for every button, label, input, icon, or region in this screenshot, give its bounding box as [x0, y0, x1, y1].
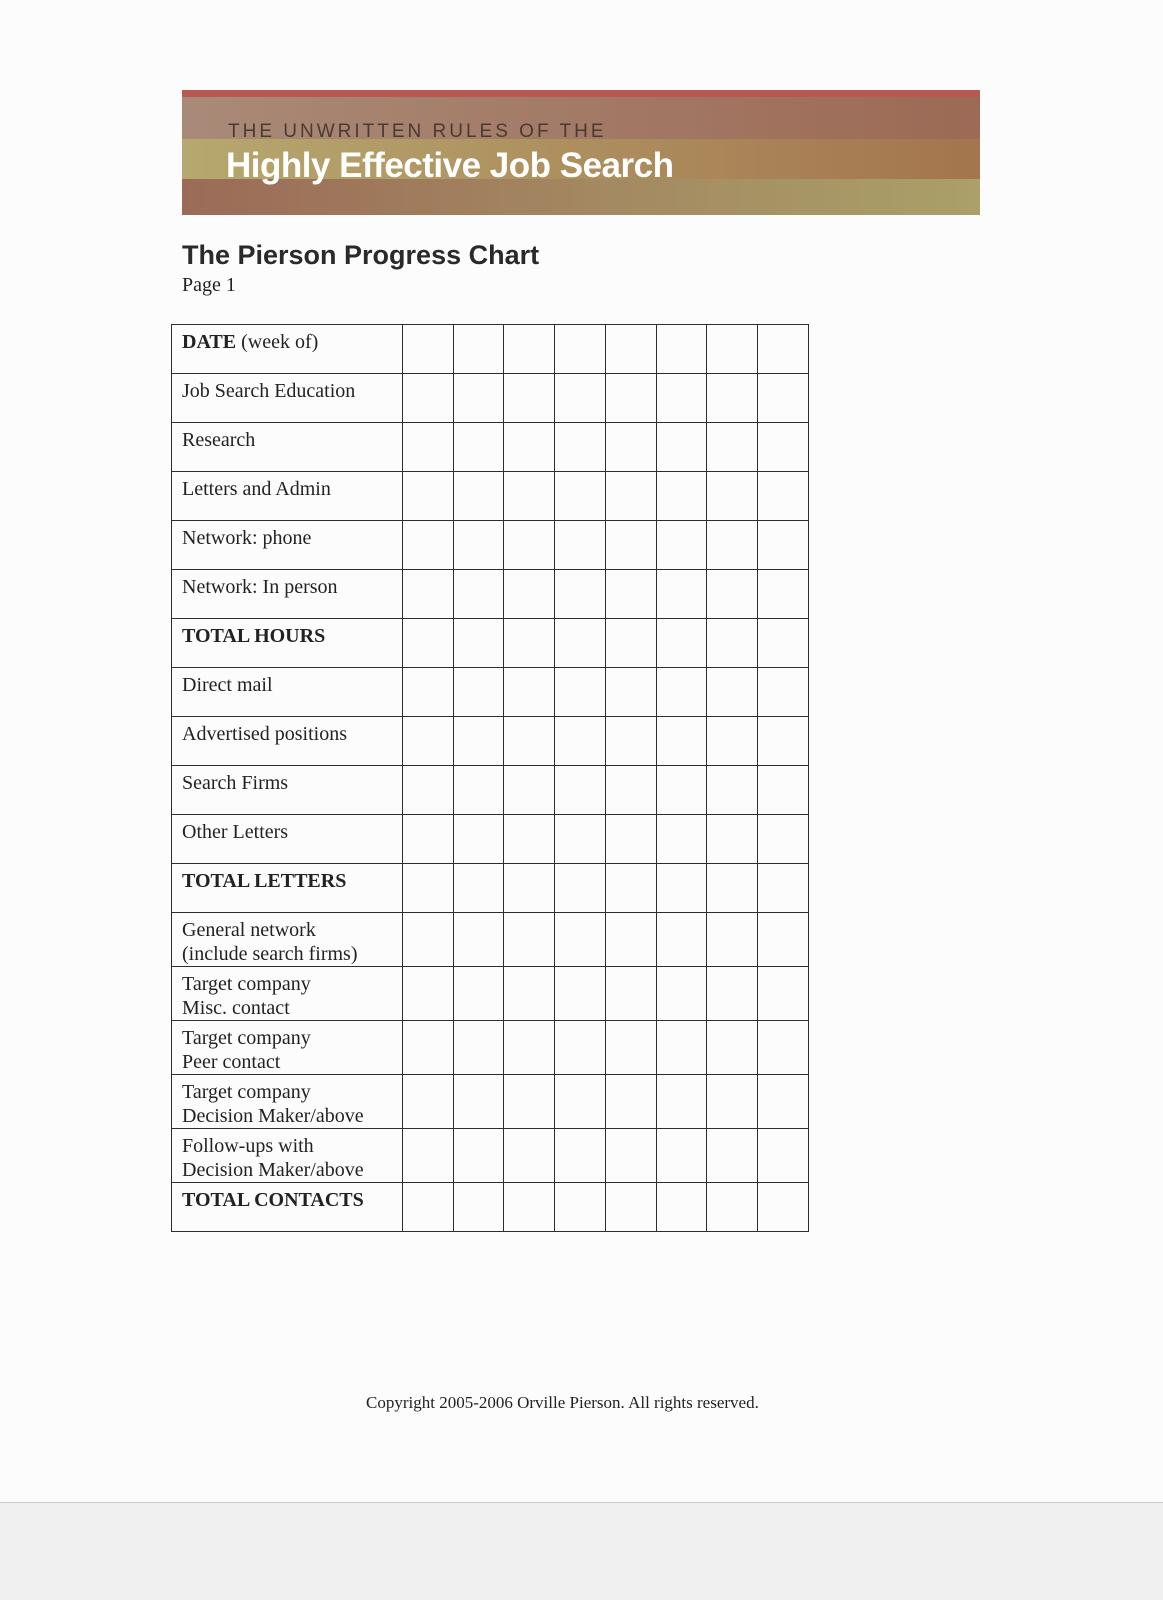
table-row	[172, 967, 809, 1021]
entry-cell[interactable]	[555, 325, 606, 374]
entry-cell[interactable]	[504, 1129, 555, 1183]
entry-cell[interactable]	[453, 864, 504, 913]
entry-cell[interactable]	[605, 325, 656, 374]
row-label	[172, 717, 403, 766]
entry-cell[interactable]	[453, 717, 504, 766]
entry-cell[interactable]	[453, 570, 504, 619]
entry-cell[interactable]	[402, 325, 453, 374]
entry-cell[interactable]	[605, 521, 656, 570]
row-label	[172, 423, 403, 472]
row-label	[172, 668, 403, 717]
entry-cell[interactable]	[656, 521, 707, 570]
entry-cell[interactable]	[707, 521, 758, 570]
entry-cell[interactable]	[605, 766, 656, 815]
entry-cell[interactable]	[453, 668, 504, 717]
table-row	[172, 570, 809, 619]
entry-cell[interactable]	[402, 619, 453, 668]
entry-cell[interactable]	[555, 967, 606, 1021]
entry-cell[interactable]	[758, 325, 809, 374]
row-label-line: TOTAL CONTACTS	[182, 1189, 364, 1211]
row-label-line: Peer contact	[182, 1051, 281, 1073]
row-label	[172, 967, 403, 1021]
entry-cell[interactable]	[402, 717, 453, 766]
banner-title: Highly Effective Job Search	[226, 146, 674, 185]
row-label-line: Target company	[182, 1081, 311, 1103]
entry-cell[interactable]	[453, 815, 504, 864]
entry-cell[interactable]	[758, 717, 809, 766]
entry-cell[interactable]	[707, 1021, 758, 1075]
progress-table-body	[172, 325, 809, 1232]
entry-cell[interactable]	[504, 967, 555, 1021]
table-row	[172, 717, 809, 766]
entry-cell[interactable]	[605, 472, 656, 521]
entry-cell[interactable]	[707, 766, 758, 815]
entry-cell[interactable]	[555, 766, 606, 815]
page-label: Page 1	[182, 274, 236, 296]
entry-cell[interactable]	[605, 1129, 656, 1183]
entry-cell[interactable]	[707, 325, 758, 374]
entry-cell[interactable]	[402, 570, 453, 619]
entry-cell[interactable]	[402, 864, 453, 913]
entry-cell[interactable]	[402, 766, 453, 815]
entry-cell[interactable]	[707, 619, 758, 668]
row-label	[172, 913, 403, 967]
entry-cell[interactable]	[504, 1075, 555, 1129]
entry-cell[interactable]	[656, 668, 707, 717]
entry-cell[interactable]	[402, 1021, 453, 1075]
entry-cell[interactable]	[605, 815, 656, 864]
entry-cell[interactable]	[758, 1021, 809, 1075]
row-label	[172, 1183, 403, 1232]
row-label-line: Job Search Education	[182, 380, 356, 402]
entry-cell[interactable]	[504, 766, 555, 815]
entry-cell[interactable]	[504, 472, 555, 521]
entry-cell[interactable]	[555, 668, 606, 717]
entry-cell[interactable]	[656, 717, 707, 766]
entry-cell[interactable]	[453, 1075, 504, 1129]
entry-cell[interactable]	[555, 1183, 606, 1232]
entry-cell[interactable]	[453, 521, 504, 570]
entry-cell[interactable]	[555, 423, 606, 472]
copyright-notice: Copyright 2005-2006 Orville Pierson. All rights reserved.	[366, 1393, 759, 1412]
entry-cell[interactable]	[504, 325, 555, 374]
entry-cell[interactable]	[758, 668, 809, 717]
entry-cell[interactable]	[758, 619, 809, 668]
entry-cell[interactable]	[453, 472, 504, 521]
entry-cell[interactable]	[555, 374, 606, 423]
entry-cell[interactable]	[402, 815, 453, 864]
row-label	[172, 864, 403, 913]
entry-cell[interactable]	[504, 374, 555, 423]
entry-cell[interactable]	[453, 967, 504, 1021]
entry-cell[interactable]	[555, 1021, 606, 1075]
entry-cell[interactable]	[656, 619, 707, 668]
banner-kicker: THE UNWRITTEN RULES OF THE	[228, 121, 607, 142]
entry-cell[interactable]	[758, 815, 809, 864]
entry-cell[interactable]	[402, 1183, 453, 1232]
table-row	[172, 913, 809, 967]
entry-cell[interactable]	[656, 967, 707, 1021]
entry-cell[interactable]	[656, 374, 707, 423]
row-label-line: Misc. contact	[182, 997, 290, 1019]
entry-cell[interactable]	[453, 325, 504, 374]
row-label	[172, 521, 403, 570]
entry-cell[interactable]	[555, 913, 606, 967]
row-label-line: Network: phone	[182, 527, 312, 549]
entry-cell[interactable]	[453, 423, 504, 472]
entry-cell[interactable]	[504, 864, 555, 913]
entry-cell[interactable]	[605, 717, 656, 766]
entry-cell[interactable]	[707, 1075, 758, 1129]
entry-cell[interactable]	[758, 766, 809, 815]
entry-cell[interactable]	[656, 325, 707, 374]
entry-cell[interactable]	[504, 1021, 555, 1075]
table-row	[172, 423, 809, 472]
row-label-line: Other Letters	[182, 821, 289, 843]
entry-cell[interactable]	[656, 766, 707, 815]
table-row	[172, 1129, 809, 1183]
row-label-line: DATE	[182, 331, 237, 353]
entry-cell[interactable]	[504, 717, 555, 766]
table-row	[172, 815, 809, 864]
entry-cell[interactable]	[656, 1129, 707, 1183]
entry-cell[interactable]	[453, 913, 504, 967]
entry-cell[interactable]	[707, 374, 758, 423]
row-label	[172, 1129, 403, 1183]
entry-cell[interactable]	[656, 913, 707, 967]
entry-cell[interactable]	[707, 1129, 758, 1183]
entry-cell[interactable]	[605, 668, 656, 717]
entry-cell[interactable]	[656, 1075, 707, 1129]
row-label-line: (include search firms)	[182, 943, 358, 965]
entry-cell[interactable]	[504, 1183, 555, 1232]
table-row	[172, 1021, 809, 1075]
banner-stripe	[182, 90, 980, 97]
entry-cell[interactable]	[707, 967, 758, 1021]
entry-cell[interactable]	[605, 1075, 656, 1129]
entry-cell[interactable]	[758, 1183, 809, 1232]
entry-cell[interactable]	[605, 967, 656, 1021]
table-row	[172, 374, 809, 423]
entry-cell[interactable]	[707, 570, 758, 619]
entry-cell[interactable]	[707, 913, 758, 967]
entry-cell[interactable]	[453, 1129, 504, 1183]
row-label	[172, 619, 403, 668]
entry-cell[interactable]	[555, 815, 606, 864]
entry-cell[interactable]	[758, 570, 809, 619]
entry-cell[interactable]	[555, 472, 606, 521]
entry-cell[interactable]	[555, 1075, 606, 1129]
table-row	[172, 1183, 809, 1232]
row-label	[172, 815, 403, 864]
entry-cell[interactable]	[707, 1183, 758, 1232]
entry-cell[interactable]	[453, 766, 504, 815]
entry-cell[interactable]	[555, 717, 606, 766]
row-label-line: Decision Maker/above	[182, 1105, 364, 1127]
entry-cell[interactable]	[504, 570, 555, 619]
entry-cell[interactable]	[402, 472, 453, 521]
scan-margin	[0, 1503, 1163, 1600]
entry-cell[interactable]	[605, 913, 656, 967]
entry-cell[interactable]	[758, 913, 809, 967]
entry-cell[interactable]	[656, 815, 707, 864]
progress-table	[171, 324, 809, 1232]
row-label	[172, 472, 403, 521]
row-label-line: Research	[182, 429, 256, 451]
table-row	[172, 325, 809, 374]
entry-cell[interactable]	[656, 423, 707, 472]
entry-cell[interactable]	[605, 423, 656, 472]
entry-cell[interactable]	[453, 374, 504, 423]
entry-cell[interactable]	[758, 1129, 809, 1183]
row-label-line: Target company	[182, 1027, 311, 1049]
entry-cell[interactable]	[605, 374, 656, 423]
entry-cell[interactable]	[504, 619, 555, 668]
row-label	[172, 325, 403, 374]
entry-cell[interactable]	[555, 1129, 606, 1183]
table-row	[172, 864, 809, 913]
entry-cell[interactable]	[656, 1183, 707, 1232]
entry-cell[interactable]	[605, 864, 656, 913]
entry-cell[interactable]	[605, 1021, 656, 1075]
row-label-line: General network	[182, 919, 316, 941]
entry-cell[interactable]	[758, 472, 809, 521]
entry-cell[interactable]	[758, 374, 809, 423]
entry-cell[interactable]	[504, 521, 555, 570]
entry-cell[interactable]	[656, 570, 707, 619]
entry-cell[interactable]	[656, 864, 707, 913]
row-label	[172, 1021, 403, 1075]
entry-cell[interactable]	[758, 423, 809, 472]
table-row	[172, 1075, 809, 1129]
entry-cell[interactable]	[605, 619, 656, 668]
row-label	[172, 374, 403, 423]
entry-cell[interactable]	[707, 864, 758, 913]
entry-cell[interactable]	[707, 815, 758, 864]
entry-cell[interactable]	[555, 864, 606, 913]
entry-cell[interactable]	[758, 521, 809, 570]
entry-cell[interactable]	[605, 1183, 656, 1232]
entry-cell[interactable]	[555, 570, 606, 619]
row-label-line: TOTAL HOURS	[182, 625, 326, 647]
entry-cell[interactable]	[504, 668, 555, 717]
row-label-line: Target company	[182, 973, 311, 995]
entry-cell[interactable]	[504, 913, 555, 967]
row-label-line: Letters and Admin	[182, 478, 331, 500]
row-label-line: Decision Maker/above	[182, 1159, 364, 1181]
entry-cell[interactable]	[758, 1075, 809, 1129]
entry-cell[interactable]	[555, 521, 606, 570]
entry-cell[interactable]	[402, 1075, 453, 1129]
row-label	[172, 570, 403, 619]
row-label	[172, 1075, 403, 1129]
table-row	[172, 521, 809, 570]
entry-cell[interactable]	[402, 374, 453, 423]
entry-cell[interactable]	[656, 1021, 707, 1075]
entry-cell[interactable]	[555, 619, 606, 668]
entry-cell[interactable]	[453, 1183, 504, 1232]
row-label-line: Network: In person	[182, 576, 338, 598]
entry-cell[interactable]	[707, 423, 758, 472]
table-row	[172, 472, 809, 521]
entry-cell[interactable]	[402, 521, 453, 570]
chart-title: The Pierson Progress Chart	[182, 240, 540, 270]
entry-cell[interactable]	[402, 1129, 453, 1183]
table-row	[172, 766, 809, 815]
entry-cell[interactable]	[402, 423, 453, 472]
book-banner	[182, 90, 980, 215]
row-label-suffix: (week of)	[236, 331, 319, 353]
row-label-line: Direct mail	[182, 674, 273, 696]
entry-cell[interactable]	[504, 423, 555, 472]
row-label-line: Advertised positions	[182, 723, 347, 745]
entry-cell[interactable]	[402, 967, 453, 1021]
entry-cell[interactable]	[707, 717, 758, 766]
entry-cell[interactable]	[656, 472, 707, 521]
entry-cell[interactable]	[402, 668, 453, 717]
entry-cell[interactable]	[758, 967, 809, 1021]
row-label-line: TOTAL LETTERS	[182, 870, 347, 892]
entry-cell[interactable]	[504, 815, 555, 864]
row-label	[172, 766, 403, 815]
row-label-line: Search Firms	[182, 772, 289, 794]
entry-cell[interactable]	[453, 619, 504, 668]
entry-cell[interactable]	[707, 668, 758, 717]
entry-cell[interactable]	[758, 864, 809, 913]
entry-cell[interactable]	[707, 472, 758, 521]
entry-cell[interactable]	[402, 913, 453, 967]
table-row	[172, 668, 809, 717]
entry-cell[interactable]	[453, 1021, 504, 1075]
entry-cell[interactable]	[605, 570, 656, 619]
table-row	[172, 619, 809, 668]
row-label-line: Follow-ups with	[182, 1135, 314, 1157]
